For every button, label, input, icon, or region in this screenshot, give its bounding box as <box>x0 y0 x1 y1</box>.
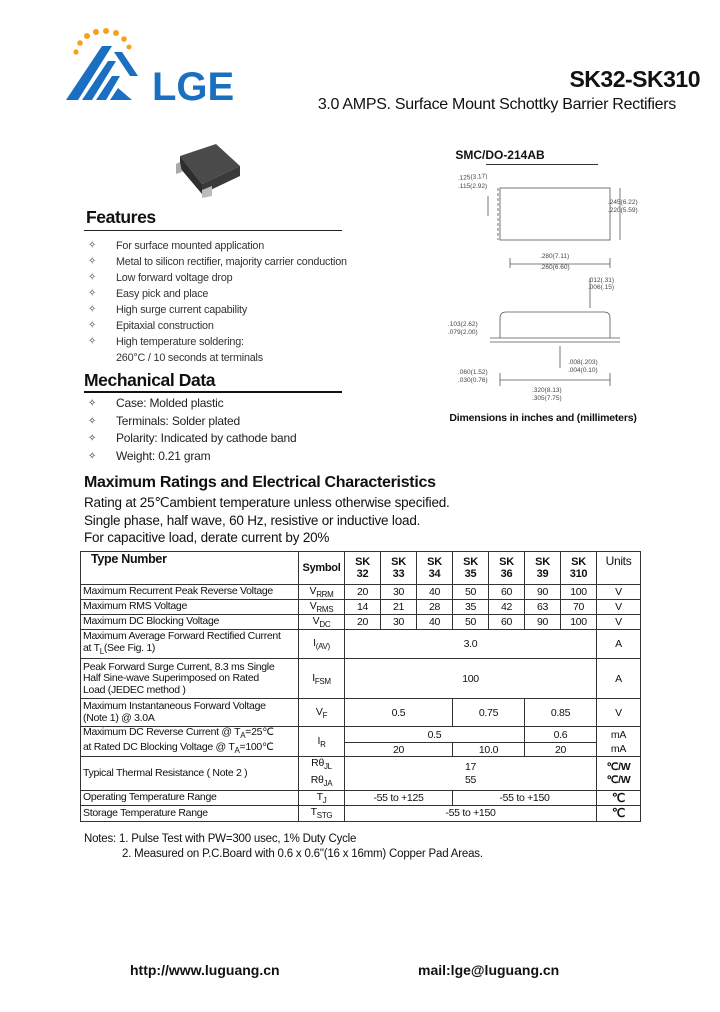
dim-label-3: .245(6.22) <box>608 199 638 206</box>
param-label: Maximum Average Forward Rectified Current at $T_L(See$ Fig. 1) <box>81 630 299 659</box>
value-cell: -55 to +150 <box>345 805 597 821</box>
note-line: 2. Measured on P.C.Board with 0.6 x 0.6"(16 x 16mm) Copper Pad Areas. <box>122 848 483 860</box>
value-cell: 0.75 <box>453 699 525 727</box>
diamond-bullet-icon: ✧ <box>88 256 97 267</box>
dim-label-6: .260(6.60) <box>540 264 570 271</box>
note-line: Notes: 1. Pulse Test with PW=300 usec, 1% Duty Cycle <box>84 833 357 845</box>
ratings-heading: Maximum Ratings and Electrical Characteristics <box>84 474 436 491</box>
diamond-bullet-icon: ✧ <box>88 415 97 427</box>
dim-label-12: .030(0.76) <box>458 377 488 384</box>
header-model-sk34: SK 34 <box>417 552 453 585</box>
param-label: Peak Forward Surge Current, 8.3 ms Single Half Sine-wave Superimposed on Rated Load (JEDEC method ) <box>81 659 299 699</box>
symbol-cell: $I_R$ <box>299 727 345 757</box>
value-cell: 0.6 <box>525 727 597 743</box>
param-label: Operating Temperature Range <box>81 790 299 805</box>
mechanical-item: ✧ Case: Molded plastic <box>88 395 388 413</box>
value-cell: 100 <box>345 659 597 699</box>
value-cell: 50 <box>453 585 489 600</box>
symbol-cell: $V_{DC}$ <box>299 615 345 630</box>
unit-cell: V <box>597 600 641 615</box>
unit-cell: mA <box>597 727 641 743</box>
features-list <box>88 238 388 366</box>
value-cell: 50 <box>453 615 489 630</box>
diamond-bullet-icon: ✧ <box>88 240 97 251</box>
diamond-bullet-icon: ✧ <box>88 272 97 283</box>
unit-cell: mA <box>597 742 641 757</box>
header-symbol: Symbol <box>299 552 345 585</box>
features-rule <box>84 230 342 231</box>
feature-item: ✧ Easy pick and place <box>88 288 209 300</box>
value-cell: -55 to +150 <box>453 790 597 805</box>
mechanical-list <box>88 395 388 465</box>
symbol-cell: $I_{FSM}$ <box>299 659 345 699</box>
dim-label-11: .060(1.52) <box>458 369 488 376</box>
value-cell: 3.0 <box>345 630 597 659</box>
unit-cell: A <box>597 630 641 659</box>
feature-item: ✧ Metal to silicon rectifier, majority carrier conduction <box>88 256 347 268</box>
diamond-bullet-icon: ✧ <box>88 304 97 315</box>
table-row-vdc <box>81 615 641 630</box>
value-cell: 17 55 <box>345 757 597 790</box>
value-cell: 90 <box>525 615 561 630</box>
unit-cell: ℃ <box>597 805 641 821</box>
feature-item: ✧ For surface mounted application <box>88 240 265 252</box>
table-row-tstg <box>81 805 641 821</box>
diamond-bullet-icon: ✧ <box>88 450 97 462</box>
value-cell: 70 <box>561 600 597 615</box>
table-row-iav <box>81 630 641 659</box>
unit-cell: V <box>597 699 641 727</box>
ratings-table <box>80 551 641 822</box>
symbol-cell: $R\theta_{JL}$ $R\theta_{JA}$ <box>299 757 345 790</box>
feature-item: ✧ High surge current capability <box>88 304 248 316</box>
value-cell: 100 <box>561 615 597 630</box>
param-label: Maximum RMS Voltage <box>81 600 299 615</box>
value-cell: -55 to +125 <box>345 790 453 805</box>
value-cell: 0.5 <box>345 699 453 727</box>
symbol-cell: $T_J$ <box>299 790 345 805</box>
notes-block <box>84 832 483 862</box>
mechanical-item: ✧ Polarity: Indicated by cathode band <box>88 430 388 448</box>
dim-label-8: .006(.15) <box>588 284 615 291</box>
part-number-title: SK32-SK310 <box>569 66 700 92</box>
param-label: Storage Temperature Range <box>81 805 299 821</box>
mechanical-item: ✧ Terminals: Solder plated <box>88 413 388 431</box>
value-cell: 60 <box>489 585 525 600</box>
diamond-bullet-icon: ✧ <box>88 433 97 444</box>
header-model-sk32: SK 32 <box>345 552 381 585</box>
dim-label-13: .008(.203) <box>568 359 598 366</box>
table-row-ifsm <box>81 659 641 699</box>
chip-package-image <box>172 138 244 198</box>
dim-label-14: .004(0.10) <box>568 367 598 374</box>
symbol-cell: $V_F$ <box>299 699 345 727</box>
ratings-intro-line: For capacitive load, derate current by 20% <box>84 530 330 545</box>
diamond-bullet-icon: ✧ <box>88 336 97 347</box>
package-dimension-drawing <box>440 168 640 408</box>
feature-item: ✧ Low forward voltage drop <box>88 272 233 284</box>
dim-label-15: .320(8.13) <box>532 387 562 394</box>
header-units: Units <box>597 552 641 585</box>
param-label: Maximum Recurrent Peak Reverse Voltage <box>81 585 299 600</box>
value-cell: 42 <box>489 600 525 615</box>
value-cell: 30 <box>381 585 417 600</box>
footer-email-link[interactable]: mail:lge@luguang.cn <box>418 962 560 978</box>
value-cell: 0.85 <box>525 699 597 727</box>
value-cell: 14 <box>345 600 381 615</box>
table-row-vrms <box>81 600 641 615</box>
value-cell: 10.0 <box>453 742 525 757</box>
table-row-ir-25 <box>81 727 641 743</box>
dim-label-9: .103(2.62) <box>448 321 478 328</box>
dim-label-4: .220(5.59) <box>608 207 638 214</box>
package-underline <box>486 164 598 165</box>
footer-website-link[interactable]: http://www.luguang.cn <box>130 962 280 978</box>
unit-cell: ℃ <box>597 790 641 805</box>
symbol-cell: $V_{RRM}$ <box>299 585 345 600</box>
features-heading: Features <box>86 207 156 227</box>
dim-label-5: .280(7.11) <box>540 253 570 260</box>
unit-cell: V <box>597 615 641 630</box>
value-cell: 21 <box>381 600 417 615</box>
dim-label-16: .305(7.75) <box>532 395 562 402</box>
logo-text: LGE <box>152 65 235 108</box>
value-cell: 20 <box>525 742 597 757</box>
value-cell: 0.5 <box>345 727 525 743</box>
value-cell: 100 <box>561 585 597 600</box>
table-row-vrrm <box>81 585 641 600</box>
symbol-cell: $I_{(AV)}$ <box>299 630 345 659</box>
mechanical-item: ✧ Weight: 0.21 gram <box>88 448 388 466</box>
feature-item: ✧ Epitaxial construction <box>88 320 214 332</box>
symbol-cell: $V_{RMS}$ <box>299 600 345 615</box>
unit-cell: A <box>597 659 641 699</box>
dim-label-10: .079(2.00) <box>448 329 478 336</box>
mechanical-rule <box>84 391 342 393</box>
value-cell: 35 <box>453 600 489 615</box>
param-label: Maximum Instantaneous Forward Voltage (Note 1) @ 3.0A <box>81 699 299 727</box>
table-row-thermal <box>81 757 641 790</box>
diamond-bullet-icon: ✧ <box>88 320 97 331</box>
param-label: Maximum DC Blocking Voltage <box>81 615 299 630</box>
feature-item-continuation: 260°C / 10 seconds at terminals <box>116 352 263 364</box>
header-type-number: Type Number <box>81 552 299 585</box>
unit-cell: V <box>597 585 641 600</box>
table-row-vf <box>81 699 641 727</box>
value-cell: 90 <box>525 585 561 600</box>
value-cell: 63 <box>525 600 561 615</box>
ratings-intro-line: Rating at 25℃ambient temperature unless otherwise specified. <box>84 495 450 510</box>
value-cell: 20 <box>345 585 381 600</box>
table-header-row <box>81 552 641 585</box>
header-model-sk310: SK 310 <box>561 552 597 585</box>
header-model-sk39: SK 39 <box>525 552 561 585</box>
value-cell: 40 <box>417 585 453 600</box>
product-subtitle: 3.0 AMPS. Surface Mount Schottky Barrier Rectifiers <box>317 96 676 113</box>
dim-label-7: .012(.31) <box>588 277 615 284</box>
header-model-sk35: SK 35 <box>453 552 489 585</box>
param-label: Maximum DC Reverse Current @ $T_A=25℃$ at Rated DC Blocking Voltage @ $T_A=100℃$ <box>81 727 299 757</box>
dimension-note: Dimensions in inches and (millimeters) <box>449 412 637 424</box>
header-model-sk36: SK 36 <box>489 552 525 585</box>
ratings-intro-line: Single phase, half wave, 60 Hz, resistive or inductive load. <box>84 513 421 528</box>
diamond-bullet-icon: ✧ <box>88 288 97 299</box>
unit-cell: ℃/W ℃/W <box>597 757 641 790</box>
value-cell: 40 <box>417 615 453 630</box>
mechanical-heading: Mechanical Data <box>84 370 216 390</box>
value-cell: 20 <box>345 615 381 630</box>
table-row-tj <box>81 790 641 805</box>
param-label: Typical Thermal Resistance ( Note 2 ) <box>81 757 299 790</box>
feature-item: ✧ High temperature soldering: <box>88 336 244 348</box>
value-cell: 60 <box>489 615 525 630</box>
header-model-sk33: SK 33 <box>381 552 417 585</box>
diamond-bullet-icon: ✧ <box>88 398 97 409</box>
package-name: SMC/DO-214AB <box>455 148 545 162</box>
value-cell: 30 <box>381 615 417 630</box>
dim-label-1: .125(3.17) <box>457 172 488 182</box>
symbol-cell: $T_{STG}$ <box>299 805 345 821</box>
value-cell: 20 <box>345 742 453 757</box>
dim-label-2: .115(2.92) <box>458 183 488 190</box>
value-cell: 28 <box>417 600 453 615</box>
